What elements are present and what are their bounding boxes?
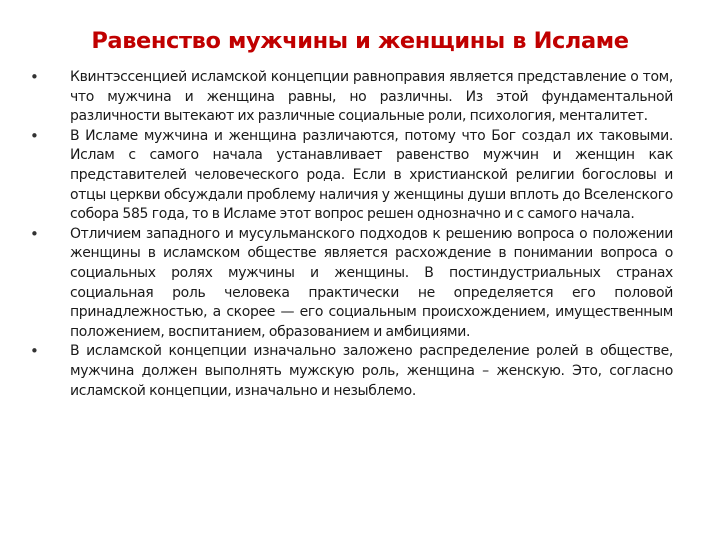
bullet-item-4: • В исламской концепции изначально заложено распределение ролей в обществе, мужчина должен выполнять мужскую роль, женщина – женскую. Это, согласно исламской концепции, изначально и незыблемо.	[70, 342, 673, 401]
bullet-item-1: • Квинтэссенцией исламской концепции равноправия является представление о том, что мужчина и женщина равны, но различны. Из этой фундаментальной различности вытекают их различные социальные роли, психология, менталитет.	[70, 68, 673, 127]
slide-title: Равенство мужчины и женщины в Исламе	[91, 28, 629, 54]
bullet-item-3: • Отличием западного и мусульманского подходов к решению вопроса о положении женщины в исламском обществе является расхождение в понимании вопроса о социальных ролях мужчины и женщины. В постиндустриальных странах социальная роль человека практически не определяется его половой принадлежностью, а скорее — его социальным происхождением, имущественным положением, воспитанием, образованием и амбициями.	[70, 225, 673, 343]
bullet-list	[0, 68, 720, 401]
bullet-item-2: • В Исламе мужчина и женщина различаются, потому что Бог создал их таковыми. Ислам с самого начала устанавливает равенство мужчин и женщин как представителей человеческого рода. Если в христианской религии богословы и отцы церкви обсуждали проблему наличия у женщины души вплоть до Вселенского собора 585 года, то в Исламе этот вопрос решен однозначно и с самого начала.	[70, 127, 673, 225]
